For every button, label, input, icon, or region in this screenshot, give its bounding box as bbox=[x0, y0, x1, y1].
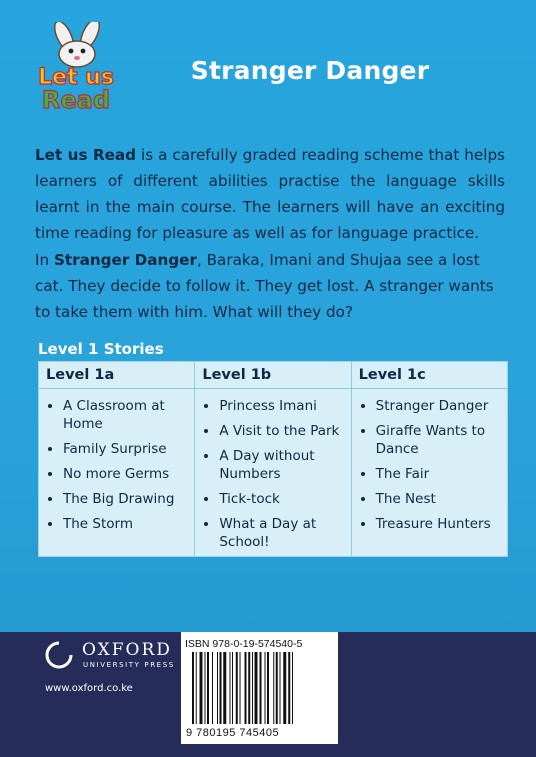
list-item bbox=[45, 440, 188, 458]
publisher-url[interactable]: www.oxford.co.ke bbox=[45, 683, 133, 694]
barcode-bar bbox=[276, 652, 278, 724]
list-item bbox=[201, 515, 344, 551]
isbn-text: ISBN 978-0-19-574540-5 bbox=[185, 638, 303, 650]
list-item bbox=[358, 515, 501, 533]
story-title: Princess Imani bbox=[219, 398, 317, 414]
story-title: The Big Drawing bbox=[63, 491, 175, 507]
bullet-icon bbox=[204, 404, 208, 408]
list-item bbox=[201, 447, 344, 483]
story-description-lead: In bbox=[35, 251, 54, 269]
barcode-bar bbox=[252, 652, 253, 724]
bullet-icon bbox=[48, 497, 52, 501]
story-title: Giraffe Wants to Dance bbox=[375, 423, 486, 457]
barcode-bar bbox=[240, 652, 241, 724]
story-title: The Storm bbox=[63, 516, 133, 532]
story-title: Tick-tock bbox=[219, 491, 280, 507]
barcode-icon bbox=[190, 652, 332, 734]
series-description bbox=[35, 142, 505, 246]
bullet-icon bbox=[204, 497, 208, 501]
bullet-icon bbox=[204, 522, 208, 526]
level-column-header: Level 1c bbox=[352, 362, 507, 389]
story-title: What a Day at School! bbox=[219, 516, 317, 550]
list-item bbox=[201, 490, 344, 508]
level-column-header: Level 1b bbox=[195, 362, 350, 389]
story-title: A Visit to the Park bbox=[219, 423, 340, 439]
logo-text-line1: Let us bbox=[38, 65, 114, 90]
barcode-bar bbox=[196, 652, 197, 724]
stories-table bbox=[38, 361, 508, 557]
level-stories-heading: Level 1 Stories bbox=[38, 340, 164, 358]
bullet-icon bbox=[361, 429, 365, 433]
barcode-digits: 9 780195 745405 bbox=[186, 727, 280, 739]
story-list bbox=[195, 389, 350, 551]
logo-text-line2: Read bbox=[41, 86, 111, 114]
level-column-header: Level 1a bbox=[39, 362, 194, 389]
book-title: Stranger Danger bbox=[190, 56, 430, 85]
barcode-bar bbox=[217, 652, 218, 724]
barcode-bar bbox=[205, 652, 206, 724]
story-title: A Day without Numbers bbox=[219, 448, 315, 482]
barcode-bar bbox=[207, 652, 209, 724]
list-item bbox=[45, 490, 188, 508]
barcode-bar bbox=[245, 652, 247, 724]
story-list bbox=[352, 389, 507, 533]
oxford-logo-icon bbox=[44, 640, 74, 670]
bullet-icon bbox=[204, 429, 208, 433]
list-item bbox=[45, 397, 188, 433]
bullet-icon bbox=[361, 522, 365, 526]
let-us-read-logo bbox=[30, 22, 122, 114]
level-column bbox=[195, 362, 351, 556]
bullet-icon bbox=[48, 522, 52, 526]
story-title: The Fair bbox=[375, 466, 430, 482]
bullet-icon bbox=[204, 454, 208, 458]
list-item bbox=[358, 422, 501, 458]
barcode-bar bbox=[280, 652, 281, 724]
barcode-bar bbox=[288, 652, 290, 724]
barcode-bar bbox=[223, 652, 226, 724]
barcode-bar bbox=[248, 652, 250, 724]
barcode-bar bbox=[212, 652, 213, 724]
barcode-bar bbox=[273, 652, 274, 724]
story-title: A Classroom at Home bbox=[63, 398, 165, 432]
bullet-icon bbox=[361, 472, 365, 476]
bullet-icon bbox=[48, 404, 52, 408]
story-title: Treasure Hunters bbox=[375, 516, 491, 532]
barcode-bar bbox=[236, 652, 238, 724]
barcode-bar bbox=[292, 652, 293, 724]
bullet-icon bbox=[48, 472, 52, 476]
bullet-icon bbox=[48, 447, 52, 451]
list-item bbox=[45, 515, 188, 533]
story-title: Family Surprise bbox=[63, 441, 167, 457]
story-title: Stranger Danger bbox=[375, 398, 489, 414]
story-title: No more Germs bbox=[63, 466, 170, 482]
story-list bbox=[39, 389, 194, 533]
list-item bbox=[45, 465, 188, 483]
barcode-bar bbox=[265, 652, 266, 724]
publisher-name: OXFORD bbox=[82, 640, 172, 660]
barcode-bar bbox=[267, 652, 269, 724]
level-column bbox=[352, 362, 507, 556]
level-column bbox=[39, 362, 195, 556]
bullet-icon bbox=[361, 497, 365, 501]
list-item bbox=[358, 465, 501, 483]
story-name: Stranger Danger bbox=[53, 251, 197, 269]
barcode-bar bbox=[255, 652, 258, 724]
list-item bbox=[358, 397, 501, 415]
list-item bbox=[201, 397, 344, 415]
barcode-bar bbox=[283, 652, 286, 724]
series-description-text: is a carefully graded reading scheme that helps learners of different abilities practise the language skills learnt in the main course. The learners will have an exciting time reading for pleasure as well as for language practice. bbox=[35, 146, 505, 242]
barcode-bar bbox=[200, 652, 203, 724]
barcode-bar bbox=[220, 652, 222, 724]
bullet-icon bbox=[361, 404, 365, 408]
list-item bbox=[358, 490, 501, 508]
barcode-bar bbox=[192, 652, 194, 724]
publisher-subtitle: UNIVERSITY PRESS bbox=[83, 661, 175, 669]
barcode-bar bbox=[232, 652, 233, 724]
story-description bbox=[35, 247, 505, 325]
story-title: The Nest bbox=[375, 491, 436, 507]
barcode-bar bbox=[260, 652, 262, 724]
series-name: Let us Read bbox=[35, 146, 137, 164]
list-item bbox=[201, 422, 344, 440]
story-description-text: , Baraka, Imani and Shujaa see a lost cat. They decide to follow it. They get lost. A stranger wants to take them with him. What will they do? bbox=[35, 251, 494, 321]
barcode-bar bbox=[230, 652, 231, 724]
